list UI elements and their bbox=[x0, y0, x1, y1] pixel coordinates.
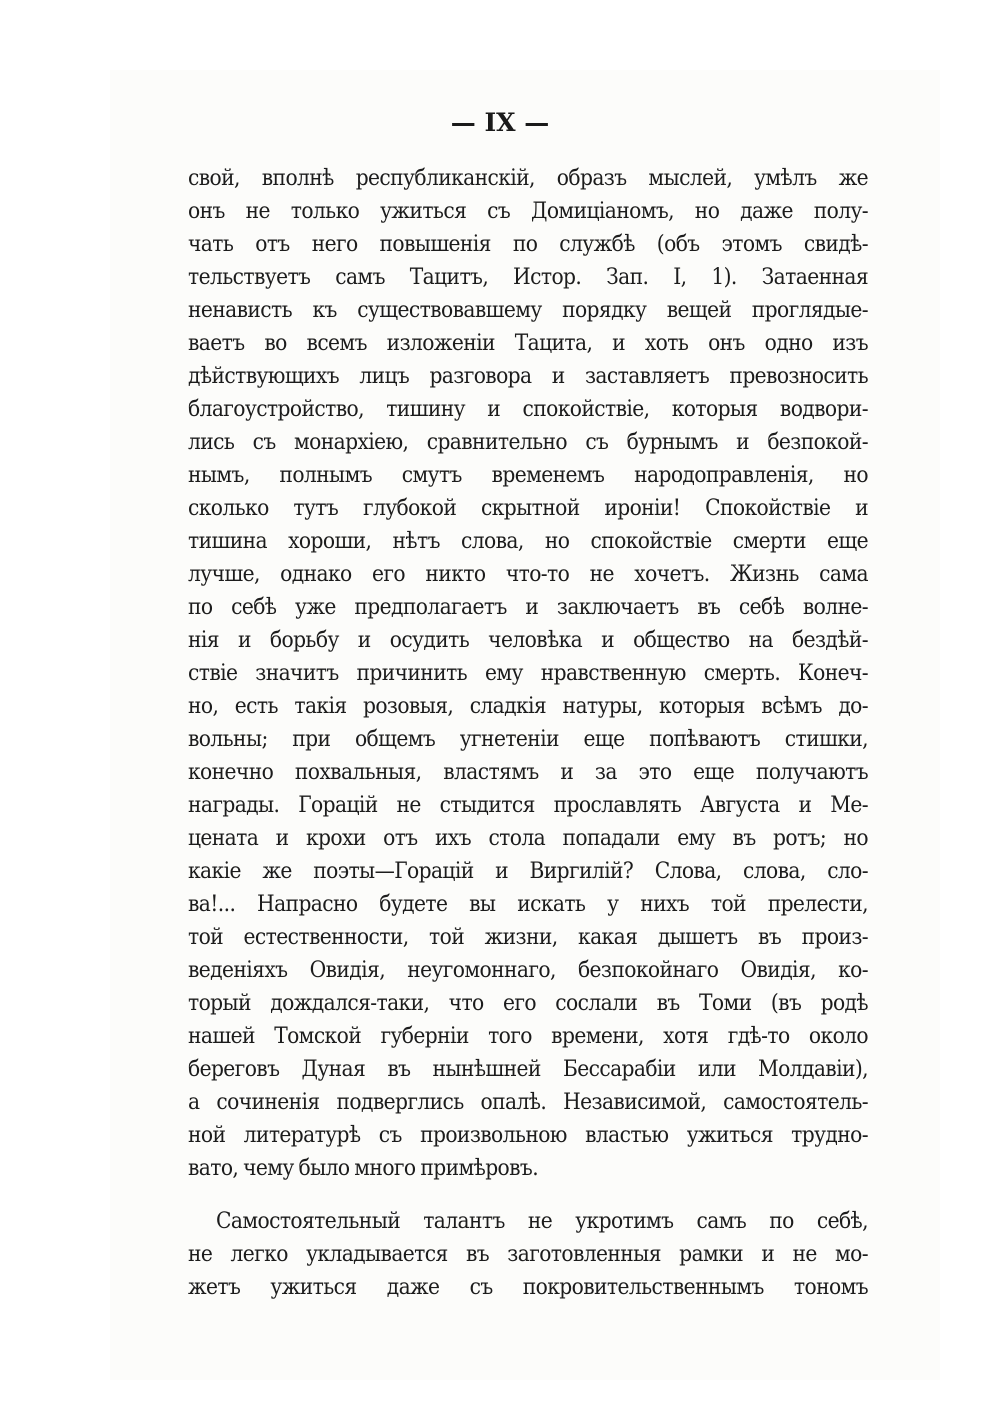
text-line: конечно похвальныя, властямъ и за это еще получаютъ bbox=[188, 759, 868, 785]
text-line: нія и борьбу и осудить человѣка и общество на бездѣй- bbox=[188, 627, 868, 653]
text-line: свой, вполнѣ республиканскій, образъ мыслей, умѣлъ же bbox=[188, 165, 868, 191]
text-line: по себѣ уже предполагаетъ и заключаетъ въ себѣ волне- bbox=[188, 594, 868, 620]
text-line: дѣйствующихъ лицъ разговора и заставляетъ превозносить bbox=[188, 363, 868, 389]
text-line: ненависть къ существовавшему порядку вещей проглядые- bbox=[188, 297, 868, 323]
text-line: ствіе значитъ причинить ему нравственную смерть. Конеч- bbox=[188, 660, 868, 686]
text-line: онъ не только ужиться съ Домиціаномъ, но даже полу- bbox=[188, 198, 868, 224]
paragraph-2 bbox=[188, 1205, 868, 1304]
text-line: а сочиненія подверглись опалѣ. Независимой, самостоятель- bbox=[188, 1089, 868, 1115]
text-line: вато, чему было много примѣровъ. bbox=[188, 1155, 539, 1181]
text-line: Самостоятельный талантъ не укротимъ самъ по себѣ, bbox=[216, 1208, 868, 1234]
text-line: ной литературѣ съ произвольною властью ужиться трудно- bbox=[188, 1122, 868, 1148]
text-line: жетъ ужиться даже съ покровительственнымъ тономъ bbox=[188, 1274, 868, 1300]
text-line: веденіяхъ Овидія, неугомоннаго, безпокойнаго Овидія, ко- bbox=[188, 957, 868, 983]
paragraph-1 bbox=[188, 162, 868, 1185]
text-line: тишина хороши, нѣтъ слова, но спокойствіе смерти еще bbox=[188, 528, 868, 554]
text-line: торый дождался-таки, что его сослали въ Томи (въ родѣ bbox=[188, 990, 868, 1016]
text-line: береговъ Дуная въ нынѣшней Бессарабіи или Молдавіи), bbox=[188, 1056, 868, 1082]
text-line: цената и крохи отъ ихъ стола попадали ему въ ротъ; но bbox=[188, 825, 868, 851]
text-line: награды. Горацій не стыдится прославлять Августа и Ме- bbox=[188, 792, 868, 818]
text-line: ваетъ во всемъ изложеніи Тацита, и хоть онъ одно изъ bbox=[188, 330, 868, 356]
text-line: не легко укладывается въ заготовленныя рамки и не мо- bbox=[188, 1241, 868, 1267]
text-line: чать отъ него повышенія по службѣ (объ этомъ свидѣ- bbox=[188, 231, 868, 257]
text-line: но, есть такія розовыя, сладкія натуры, которыя всѣмъ до- bbox=[188, 693, 868, 719]
text-line: лучше, однако его никто что-то не хочетъ. Жизнь сама bbox=[188, 561, 868, 587]
text-line: какіе же поэты—Горацій и Виргилій? Слова, слова, сло- bbox=[188, 858, 868, 884]
text-line: вольны; при общемъ угнетеніи еще попѣваютъ стишки, bbox=[188, 726, 868, 752]
text-line: нашей Томской губерніи того времени, хотя гдѣ-то около bbox=[188, 1023, 868, 1049]
text-line: лись съ монархіею, сравнительно съ бурнымъ и безпокой- bbox=[188, 429, 868, 455]
text-line: сколько тутъ глубокой скрытной ироніи! Спокойствіе и bbox=[188, 495, 868, 521]
text-line: нымъ, полнымъ смутъ временемъ народоправленія, но bbox=[188, 462, 868, 488]
text-line: благоустройство, тишину и спокойствіе, которыя водвори- bbox=[188, 396, 868, 422]
text-line: тельствуетъ самъ Тацитъ, Истор. Зап. I, 1). Затаенная bbox=[188, 264, 868, 290]
page-number: — IX — bbox=[450, 108, 550, 137]
text-line: той естественности, той жизни, какая дышетъ въ произ- bbox=[188, 924, 868, 950]
text-line: ва!... Напрасно будете вы искать у нихъ той прелести, bbox=[188, 891, 868, 917]
